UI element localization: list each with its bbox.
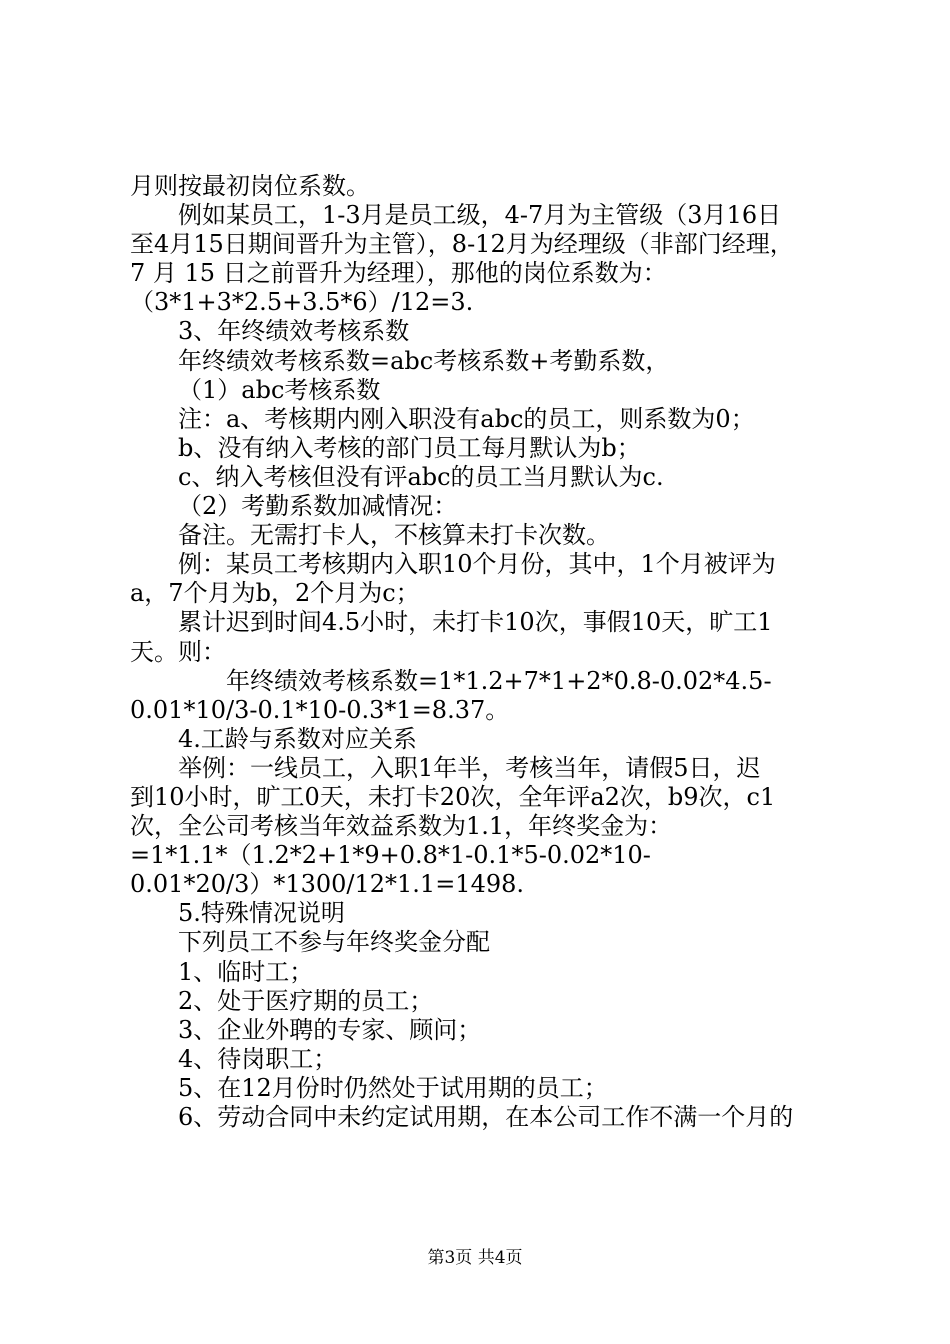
text-line: b、没有纳入考核的部门员工每月默认为b； [178,433,641,462]
formula-line: =1*1.1*（1.2*2+1*9+0.8*1-0.1*5-0.02*10- [130,841,651,870]
list-item: 2、处于医疗期的员工； [178,986,434,1015]
subsection-heading: （2）考勤系数加减情况： [178,492,458,521]
text-line: 次，全公司考核当年效益系数为1.1，年终奖金为： [130,812,673,841]
page-number-footer: 第3页 共4页 [427,1248,523,1268]
text-line: （3*1+3*2.5+3.5*6）/12=3. [130,288,474,317]
list-item: 1、临时工； [178,957,314,986]
section-heading: 3、年终绩效考核系数 [178,317,410,346]
subsection-heading: （1）abc考核系数 [178,375,381,404]
text-line: 月则按最初岗位系数。 [130,172,370,200]
section-heading: 5.特殊情况说明 [178,899,345,928]
list-item: 4、待岗职工； [178,1044,338,1073]
text-line: 例如某员工，1-3月是员工级，4-7月为主管级（3月16日 [178,201,782,230]
text-line: a，7个月为b，2个月为c； [130,579,420,608]
text-line: 下列员工不参与年终奖金分配 [178,928,490,957]
formula-line: 0.01*10/3-0.1*10-0.3*1=8.37。 [130,695,510,724]
text-line: 例：某员工考核期内入职10个月份，其中，1个月被评为 [178,550,776,579]
formula-line: 0.01*20/3）*1300/12*1.1=1498. [130,870,525,899]
formula-line: 年终绩效考核系数=1*1.2+7*1+2*0.8-0.02*4.5- [226,666,772,695]
text-line: 举例：一线员工，入职1年半，考核当年，请假5日，迟 [178,753,761,782]
text-line: c、纳入考核但没有评abc的员工当月默认为c. [178,462,664,491]
text-line: 7 月 15 日之前晋升为经理），那他的岗位系数为： [130,259,667,288]
text-line: 年终绩效考核系数=abc考核系数+考勤系数， [178,346,670,375]
document-body [130,172,830,1132]
list-item: 6、劳动合同中未约定试用期，在本公司工作不满一个月的 [178,1103,794,1131]
text-line: 累计迟到时间4.5小时，未打卡10次，事假10天，旷工1 [178,608,773,637]
text-line: 到10小时，旷工0天，未打卡20次，全年评a2次，b9次，c1 [130,782,776,811]
text-line: 注：a、考核期内刚入职没有abc的员工，则系数为0； [178,404,755,433]
text-line: 天。则： [130,637,226,666]
section-heading: 4.工龄与系数对应关系 [178,724,417,753]
text-line: 备注。无需打卡人，不核算未打卡次数。 [178,521,610,550]
list-item: 3、企业外聘的专家、顾问； [178,1015,482,1044]
text-line: 至4月15日期间晋升为主管），8-12月为经理级（非部门经理， [130,230,794,259]
list-item: 5、在12月份时仍然处于试用期的员工； [178,1073,608,1102]
